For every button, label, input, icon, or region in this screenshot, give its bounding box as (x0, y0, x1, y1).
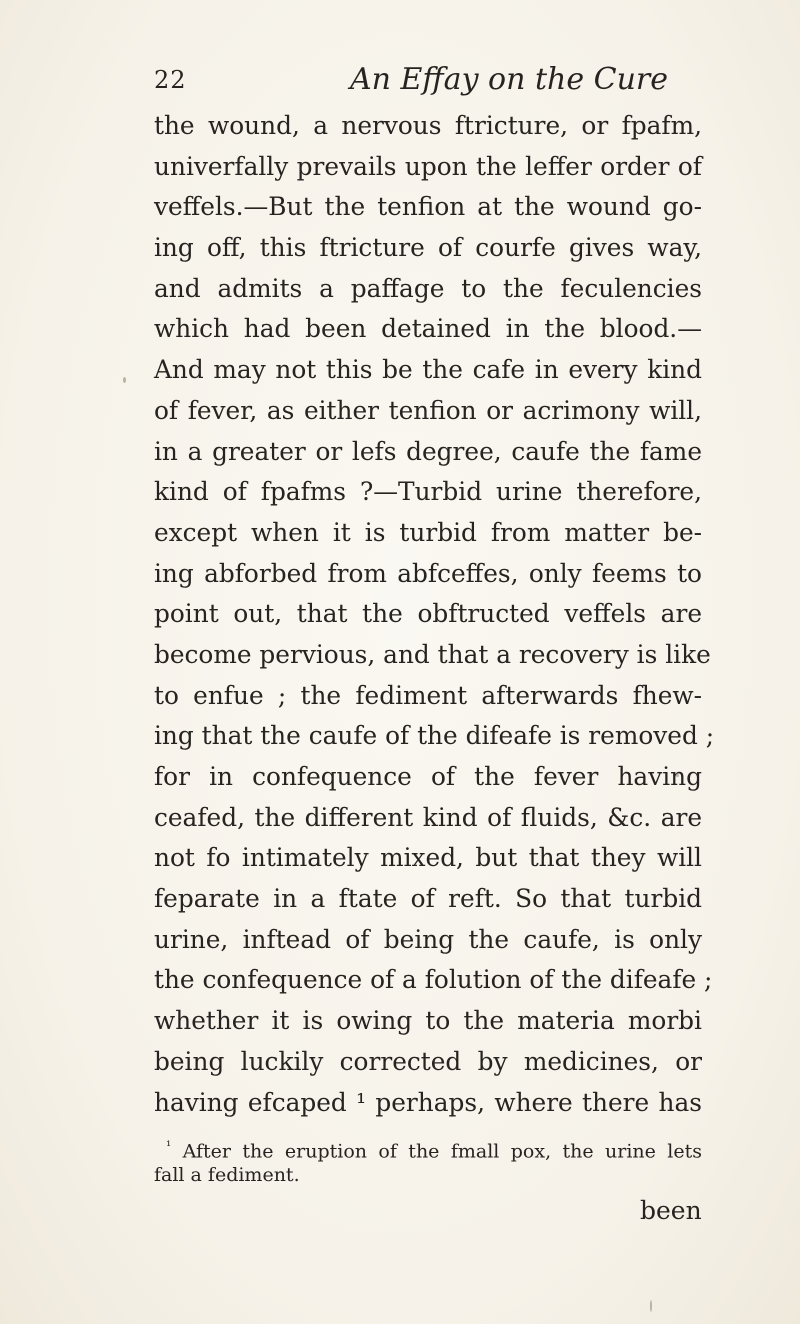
footnote-mark: ¹ (166, 1139, 172, 1154)
footnote-line: fall a fediment. (154, 1164, 300, 1186)
footnote-line (154, 1132, 702, 1161)
text-line: feparate in a ftate of reft. So that turbid (154, 884, 702, 914)
text-line: for in confequence of the fever having (154, 762, 702, 791)
text-line: whether it is owing to the materia morbi (154, 1006, 702, 1036)
footnote-text: After the eruption of the fmall pox, the urine lets (182, 1140, 702, 1163)
text-line: ing abforbed from abfceffes, only feems to (154, 558, 702, 588)
text-line: having efcaped ¹ perhaps, where there has (154, 1087, 702, 1117)
body-text (154, 106, 715, 1123)
text-line: which had been detained in the blood.— (154, 314, 702, 344)
text-line: urine, inftead of being the caufe, is only (154, 924, 702, 954)
footnote (154, 1132, 702, 1190)
page-number: 22 (154, 66, 187, 94)
text-line: except when it is turbid from matter be- (154, 517, 702, 547)
text-line: become pervious, and that a recovery is like (154, 639, 711, 669)
text-line: univerfally prevails upon the leffer order of (154, 151, 702, 181)
text-line: in a greater or lefs degree, caufe the fame (154, 436, 702, 466)
text-line: not fo intimately mixed, but that they will (154, 843, 702, 873)
text-line: of fever, as either tenfion or acrimony will, (154, 395, 702, 425)
text-line: ing that the caufe of the difeafe is removed ; (154, 721, 715, 751)
text-line: the confequence of a folution of the difeafe ; (154, 965, 713, 995)
text-line: being luckily corrected by medicines, or (154, 1046, 702, 1076)
text-line: ing off, this ftricture of courfe gives way, (154, 233, 702, 263)
text-line: and admits a paffage to the feculencies (154, 273, 702, 303)
text-line: And may not this be the cafe in every kind (154, 355, 702, 385)
page-header (154, 62, 694, 102)
text-line: ceafed, the different kind of fluids, &c. are (154, 802, 702, 832)
running-title: An Effay on the Cure (350, 62, 669, 97)
text-line: the wound, a nervous ftricture, or fpafm, (154, 111, 702, 140)
catchword: been (640, 1196, 702, 1225)
text-line: veffels.—But the tenfion at the wound go- (154, 192, 702, 222)
text-line: to enfue ; the fediment afterwards fhew- (154, 680, 702, 710)
text-line: point out, that the obftructed veffels are (154, 599, 702, 629)
text-line: kind of fpafms ?—Turbid urine therefore, (154, 477, 702, 507)
